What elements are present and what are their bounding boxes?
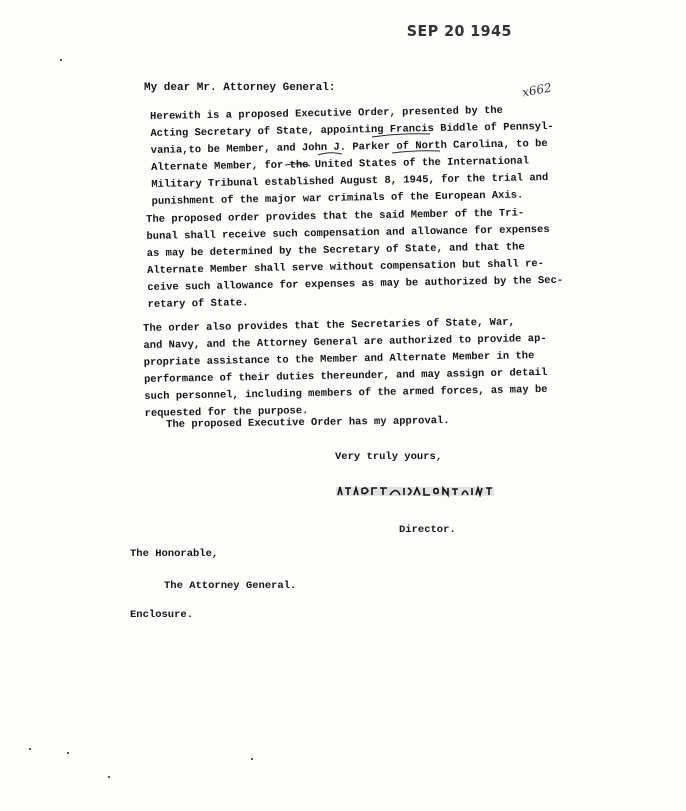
paragraph-line: punishment of the major war criminals of the European Axis. [151, 189, 524, 208]
paragraph-line: The order also provides that the Secretaries of State, War, [143, 316, 515, 335]
paragraph-line: as may be determined by the Secretary of State, and that the [146, 241, 525, 260]
signature-image [336, 483, 494, 499]
closing: Very truly yours, [335, 451, 443, 463]
approval-line: The proposed Executive Order has my approval. [166, 415, 450, 431]
enclosure-line: Enclosure. [130, 609, 194, 621]
paper-speck [60, 59, 62, 61]
date-stamp: SEP 20 1945 [406, 22, 512, 40]
paragraph-line: and Navy, and the Attorney General are authorized to provide ap- [143, 332, 547, 352]
paragraph-3 [143, 314, 548, 423]
paper-speck [108, 776, 110, 778]
paper-speck [251, 758, 253, 760]
handwritten-file-number: x662 [521, 80, 553, 100]
address-line-2: The Attorney General. [164, 580, 297, 592]
paragraph-line: Alternate Member shall serve without compensation but shall re- [146, 258, 545, 277]
paragraph-line: Military Tribunal established August 8, 1945, for the trial and [151, 172, 549, 191]
paper-speck [67, 752, 69, 754]
salutation: My dear Mr. Attorney General: [144, 82, 336, 94]
paragraph-line: bunal shall receive such compensation and allowance for expenses [146, 223, 550, 243]
paper-speck [29, 748, 31, 750]
paragraph-line: performance of their duties thereunder, and may assign or detail [143, 366, 548, 386]
paragraph-1 [150, 102, 555, 211]
paragraph-line: The proposed order provides that the said Member of the Tri- [146, 207, 525, 226]
paragraph-line: retary of State. [147, 297, 249, 311]
paragraph-line: vania,to be Member, and John J. Parker of North Carolina, to be [150, 138, 548, 157]
paragraph-2 [146, 205, 564, 314]
paragraph-line: Alternate Member, for the United States of the International [150, 155, 530, 174]
paragraph-line: Herewith is a proposed Executive Order, presented by the [150, 104, 504, 123]
paragraph-line: Acting Secretary of State, appointing Francis Biddle of Pennsyl- [150, 120, 554, 140]
address-line-1: The Honorable, [130, 548, 219, 560]
paragraph-line: propriate assistance to the Member and Alternate Member in the [143, 350, 535, 369]
paragraph-line: requested for the purpose. [144, 405, 309, 420]
paragraph-line: such personnel, including members of the armed forces, as may be [144, 383, 548, 403]
signer-title: Director. [399, 524, 456, 536]
paragraph-line: ceive such allowance for expenses as may be authorized by the Sec- [147, 274, 564, 294]
